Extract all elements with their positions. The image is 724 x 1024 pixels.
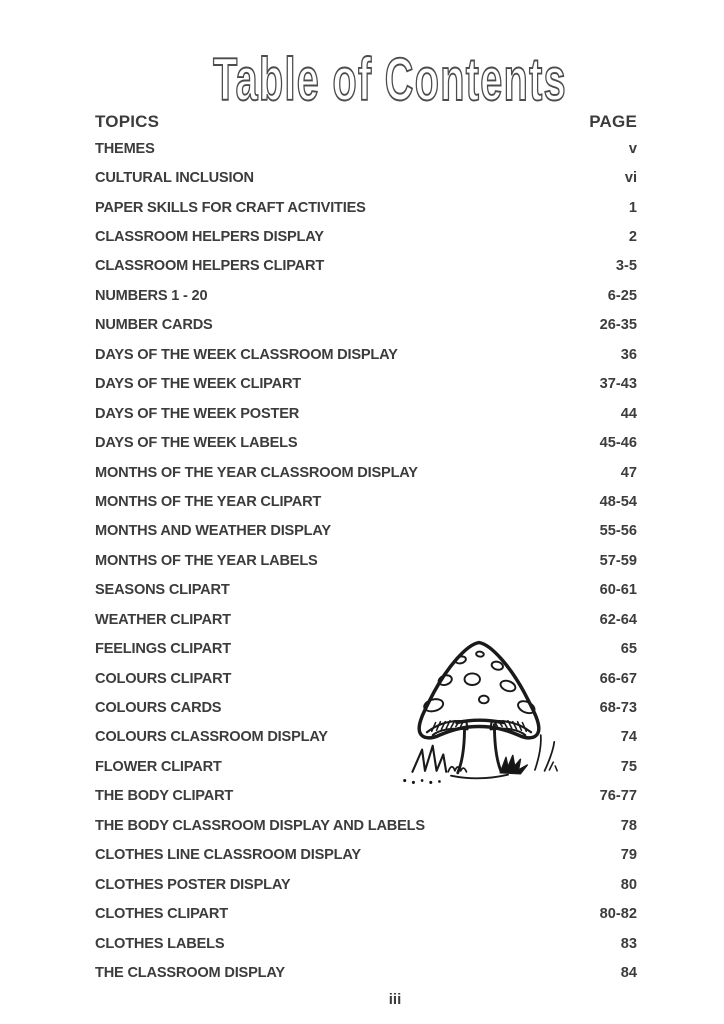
toc-row: [95, 841, 637, 870]
toc-row: [95, 222, 637, 251]
toc-topic-label: SEASONS CLIPART: [95, 582, 230, 599]
toc-page-number: 1: [628, 199, 637, 216]
toc-row: [95, 870, 637, 899]
toc-row: [95, 252, 637, 281]
toc-page-number: 65: [620, 641, 637, 658]
toc-row: [95, 340, 637, 369]
toc-topic-label: PAPER SKILLS FOR CRAFT ACTIVITIES: [95, 199, 366, 216]
mushroom-clipart: [397, 633, 561, 791]
footer-page-number: iii: [388, 991, 402, 1008]
toc-topic-label: CLASSROOM HELPERS CLIPART: [95, 258, 325, 275]
toc-row: [95, 605, 637, 634]
trail-dots: [403, 779, 441, 784]
toc-topic-label: MONTHS AND WEATHER DISPLAY: [95, 523, 331, 540]
toc-page-number: 80: [620, 876, 637, 893]
topics-column-header: TOPICS: [95, 112, 160, 131]
toc-page-number: 60-61: [599, 582, 637, 599]
toc-page-number: v: [628, 140, 637, 157]
toc-topic-label: FEELINGS CLIPART: [95, 641, 231, 658]
toc-page-number: 37-43: [599, 376, 637, 393]
toc-topic-label: FLOWER CLIPART: [95, 758, 222, 775]
toc-row: [95, 899, 637, 928]
toc-page-number: 76-77: [599, 788, 637, 805]
toc-page-number: 84: [620, 964, 637, 981]
toc-row: [95, 546, 637, 575]
toc-page-number: 26-35: [599, 317, 637, 334]
toc-topic-label: CLASSROOM HELPERS DISPLAY: [95, 229, 324, 246]
toc-topic-label: DAYS OF THE WEEK LABELS: [95, 435, 298, 452]
toc-topic-label: COLOURS CARDS: [95, 700, 222, 717]
toc-page-number: 79: [620, 847, 637, 864]
page-title-text: Table of Contents: [213, 45, 567, 113]
toc-row: [95, 487, 637, 516]
toc-topic-label: CLOTHES LABELS: [95, 935, 225, 952]
toc-topic-label: NUMBERS 1 - 20: [95, 287, 208, 304]
page-title: [140, 40, 640, 114]
toc-page-number: 45-46: [599, 435, 637, 452]
grass: [412, 735, 557, 778]
toc-topic-label: DAYS OF THE WEEK CLIPART: [95, 376, 302, 393]
table-header: [95, 112, 637, 132]
toc-row: [95, 399, 637, 428]
toc-row: [95, 517, 637, 546]
page-column-header: PAGE: [589, 112, 637, 131]
toc-row: [95, 311, 637, 340]
toc-topic-label: THE CLASSROOM DISPLAY: [95, 964, 285, 981]
toc-page-number: 36: [620, 346, 637, 363]
toc-topic-label: WEATHER CLIPART: [95, 611, 231, 628]
toc-topic-label: THE BODY CLIPART: [95, 788, 234, 805]
toc-row: [95, 458, 637, 487]
grass-tuft-dark: [500, 755, 527, 773]
toc-topic-label: MONTHS OF THE YEAR CLIPART: [95, 493, 322, 510]
toc-topic-label: DAYS OF THE WEEK CLASSROOM DISPLAY: [95, 346, 398, 363]
mushroom-stem: [458, 725, 501, 773]
toc-page-number: 83: [620, 935, 637, 952]
toc-page-number: 47: [620, 464, 637, 481]
toc-row: [95, 163, 637, 192]
toc-page-number: 55-56: [599, 523, 637, 540]
toc-topic-label: MONTHS OF THE YEAR LABELS: [95, 552, 318, 569]
toc-row: [95, 428, 637, 457]
toc-topic-label: CULTURAL INCLUSION: [95, 170, 254, 187]
toc-page-number: 80-82: [599, 906, 637, 923]
toc-list: [95, 134, 637, 988]
toc-topic-label: CLOTHES CLIPART: [95, 906, 228, 923]
toc-page-number: 75: [620, 758, 637, 775]
toc-row: [95, 134, 637, 163]
toc-topic-label: DAYS OF THE WEEK POSTER: [95, 405, 300, 422]
toc-row: [95, 929, 637, 958]
toc-topic-label: NUMBER CARDS: [95, 317, 213, 334]
toc-page-number: 74: [620, 729, 637, 746]
toc-page-number: 57-59: [599, 552, 637, 569]
toc-page-number: 3-5: [615, 258, 637, 275]
toc-row: [95, 811, 637, 840]
toc-topic-label: COLOURS CLASSROOM DISPLAY: [95, 729, 328, 746]
toc-page-number: 2: [628, 229, 637, 246]
toc-page-number: vi: [624, 170, 637, 187]
toc-row: [95, 281, 637, 310]
toc-page-number: 62-64: [599, 611, 637, 628]
toc-row: [95, 370, 637, 399]
toc-page-number: 68-73: [599, 700, 637, 717]
toc-page-number: 48-54: [599, 493, 637, 510]
toc-row: [95, 576, 637, 605]
toc-topic-label: CLOTHES POSTER DISPLAY: [95, 876, 291, 893]
toc-topic-label: CLOTHES LINE CLASSROOM DISPLAY: [95, 847, 361, 864]
toc-page-number: 44: [620, 405, 637, 422]
toc-page-number: 78: [620, 817, 637, 834]
toc-topic-label: THEMES: [95, 140, 155, 157]
toc-row: [95, 193, 637, 222]
toc-page-number: 66-67: [599, 670, 637, 687]
toc-topic-label: COLOURS CLIPART: [95, 670, 232, 687]
toc-page-number: 6-25: [607, 287, 637, 304]
toc-topic-label: MONTHS OF THE YEAR CLASSROOM DISPLAY: [95, 464, 418, 481]
toc-row: [95, 958, 637, 987]
toc-topic-label: THE BODY CLASSROOM DISPLAY AND LABELS: [95, 817, 425, 834]
